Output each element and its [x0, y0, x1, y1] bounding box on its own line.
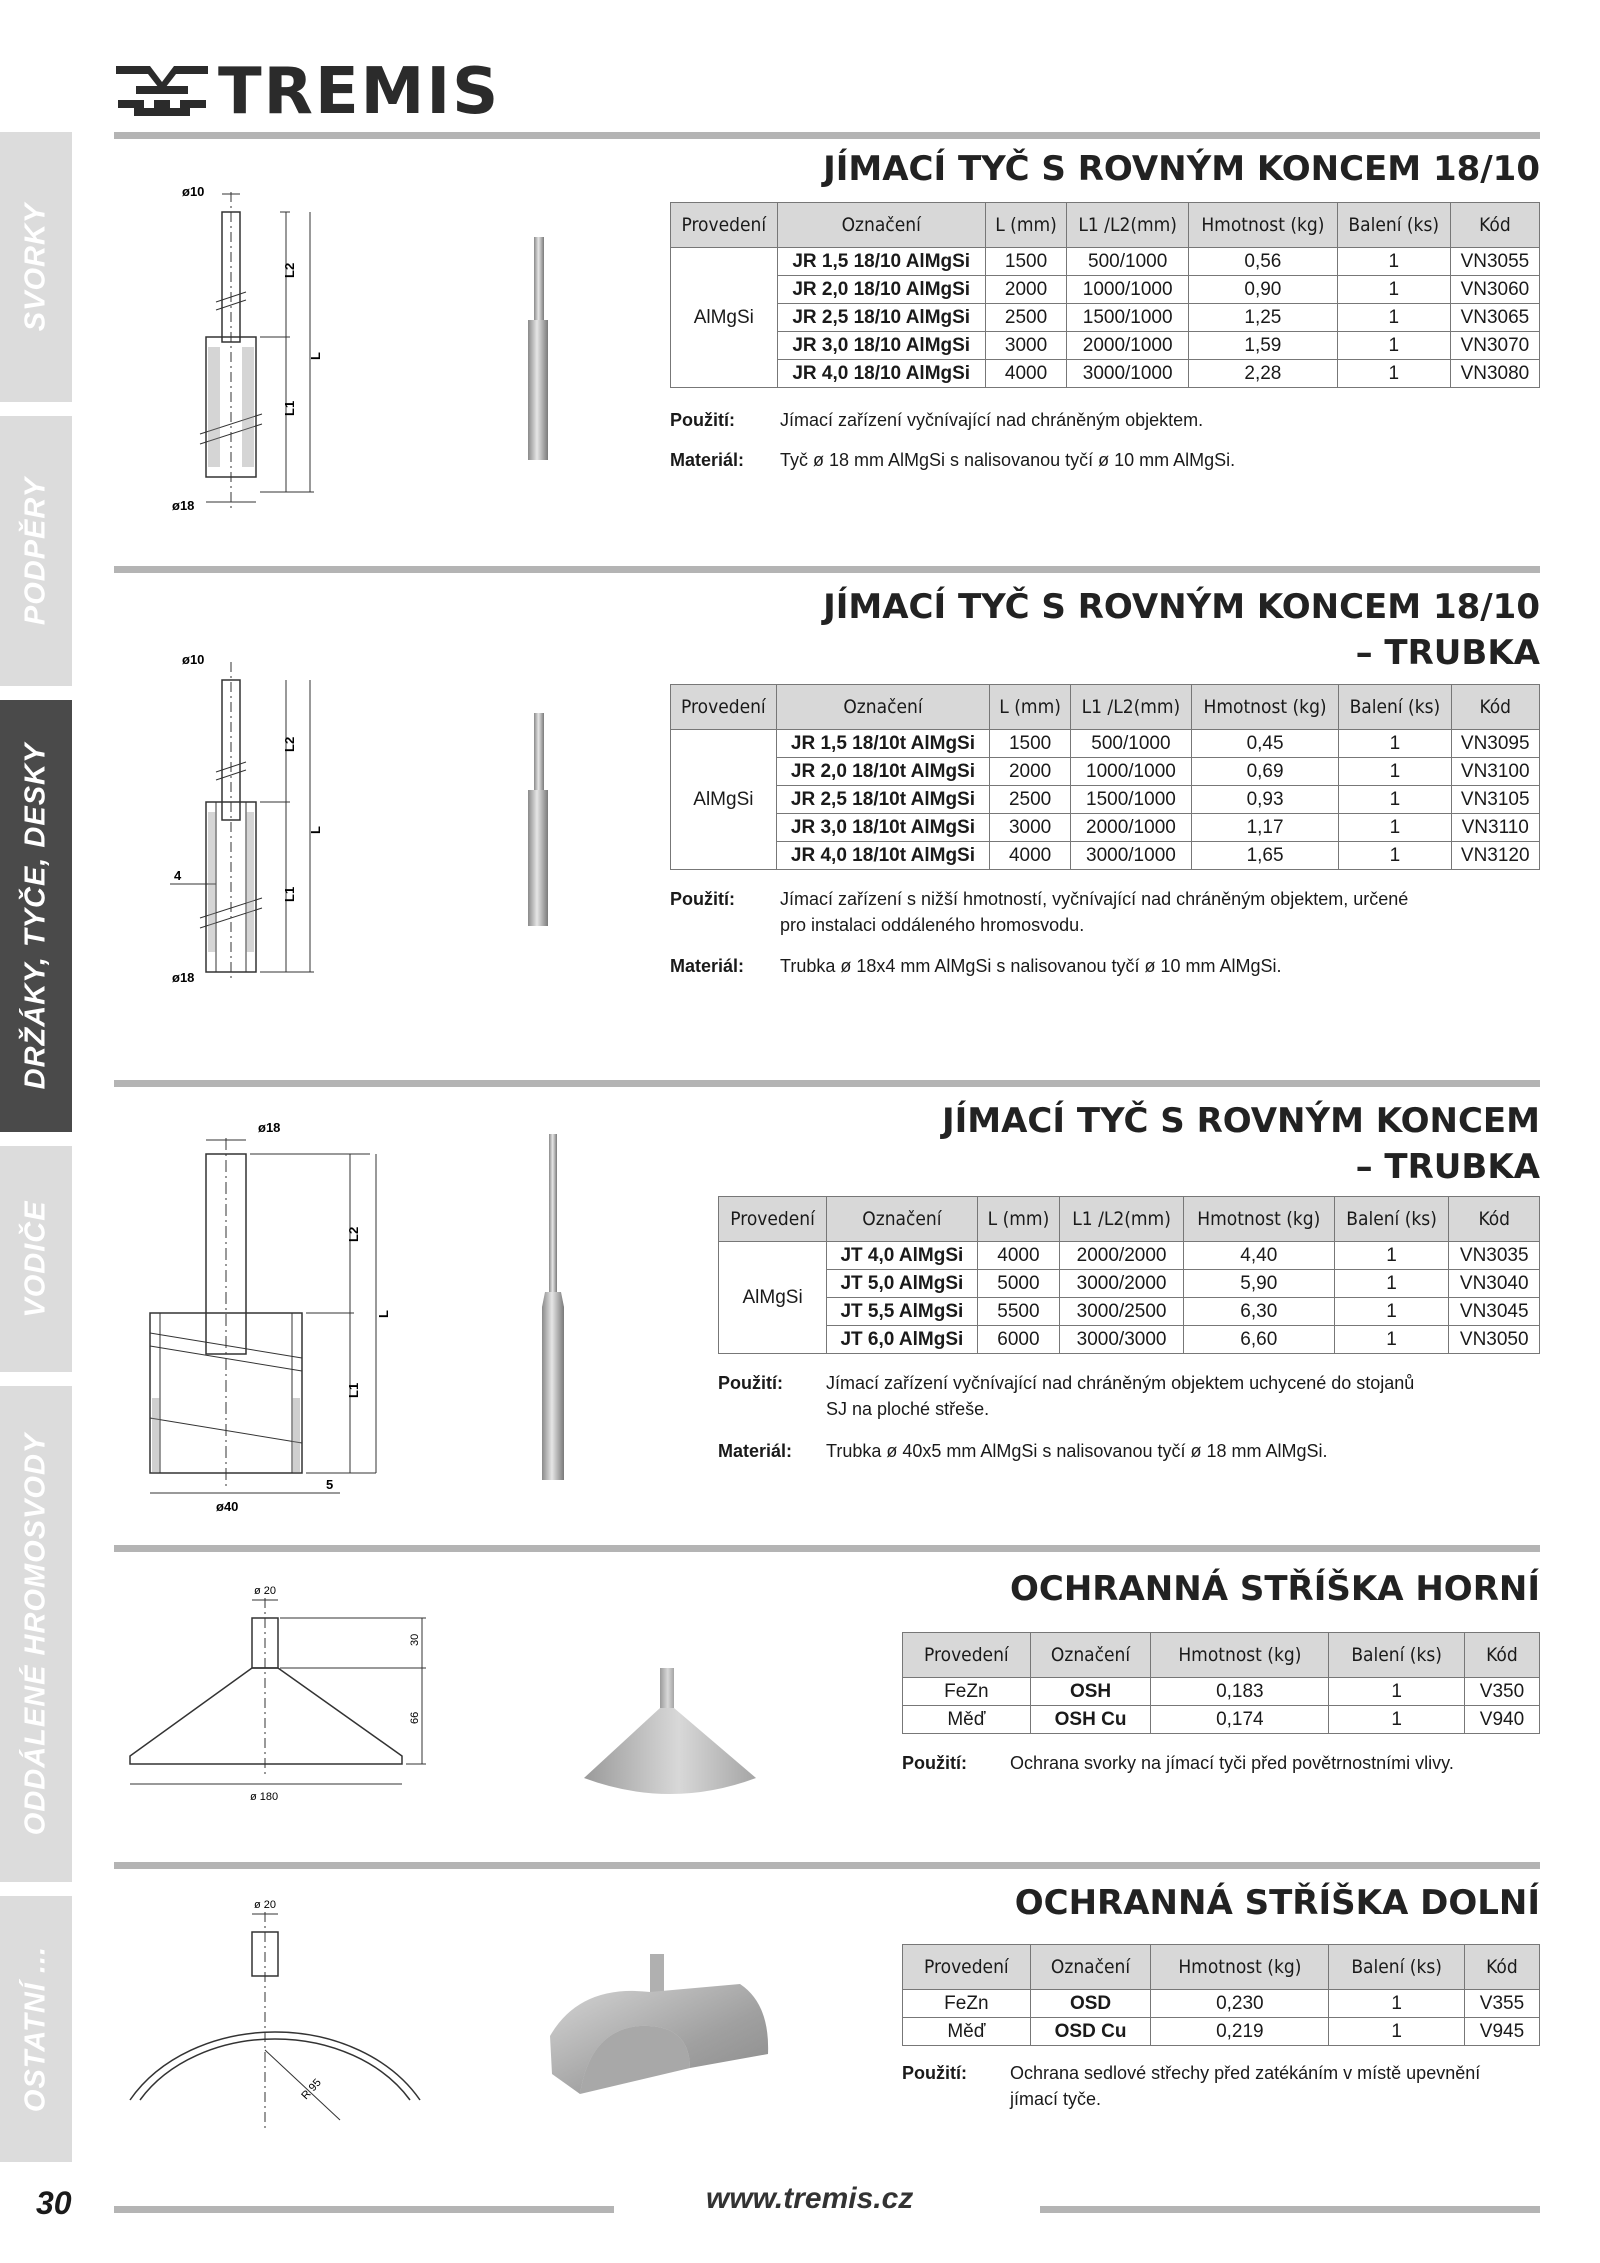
- title-line: JÍMACÍ TYČ S ROVNÝM KONCEM 18/10: [823, 587, 1540, 627]
- section-5-technical-drawing: [130, 1890, 450, 2140]
- col-kod: Kód: [1450, 203, 1539, 248]
- footer-rule-left: [114, 2206, 614, 2213]
- section-2-title: [823, 584, 1540, 676]
- col-hmotnost: Hmotnost (kg): [1183, 1197, 1334, 1242]
- drawing-label: L: [308, 826, 323, 834]
- section-1-title: JÍMACÍ TYČ S ROVNÝM KONCEM 18/10: [823, 149, 1540, 189]
- cell-oznaceni: JT 6,0 AlMgSi: [827, 1326, 977, 1354]
- cell-l1-l2: 3000/3000: [1060, 1326, 1184, 1354]
- provedeni-cell: AlMgSi: [719, 1242, 827, 1354]
- use-text: [1010, 2060, 1480, 2112]
- cell-baleni: 1: [1337, 248, 1450, 276]
- material-label: Materiál:: [670, 956, 745, 976]
- cell-provedeni: FeZn: [903, 1678, 1031, 1706]
- table-header-row: [719, 1197, 1540, 1242]
- cell-hmotnost: 1,25: [1189, 304, 1338, 332]
- drawing-label: L1: [346, 1382, 361, 1398]
- cell-baleni: 1: [1339, 814, 1451, 842]
- use-text: [826, 1370, 1414, 1422]
- section-5-use: [902, 2060, 1540, 2116]
- table-row: [671, 360, 1540, 388]
- cell-l: 1500: [985, 248, 1066, 276]
- side-tab-oddalene-hromosvody[interactable]: ODDÁLENÉ HROMOSVODY: [0, 1386, 72, 1882]
- drawing-label: 4: [174, 868, 182, 883]
- use-line: Jímací zařízení vyčnívající nad chráněným objektem uchycené do stojanů: [826, 1373, 1415, 1393]
- cell-baleni: 1: [1329, 2018, 1465, 2046]
- col-l1-l2: L1 /L2(mm): [1060, 1197, 1184, 1242]
- cell-kod: V350: [1464, 1678, 1539, 1706]
- col-l1-l2: L1 /L2(mm): [1070, 685, 1191, 730]
- section-4-use: [902, 1750, 1540, 1780]
- cell-l: 5500: [977, 1298, 1060, 1326]
- col-l1-l2: L1 /L2(mm): [1067, 203, 1189, 248]
- cell-kod: VN3060: [1450, 276, 1539, 304]
- side-tab-svorky[interactable]: SVORKY: [0, 132, 72, 402]
- footer-rule-right: [1040, 2206, 1540, 2213]
- drawing-label: 5: [326, 1477, 334, 1492]
- col-provedeni: Provedení: [719, 1197, 827, 1242]
- tremis-logo-icon: [114, 60, 210, 120]
- col-baleni: Balení (ks): [1339, 685, 1451, 730]
- cell-hmotnost: 0,174: [1151, 1706, 1329, 1734]
- drawing-label: ø40: [216, 1499, 239, 1514]
- cell-l1-l2: 1000/1000: [1067, 276, 1189, 304]
- material-text: Trubka ø 18x4 mm AlMgSi s nalisovanou tyčí ø 10 mm AlMgSi.: [780, 956, 1282, 976]
- cell-hmotnost: 4,40: [1183, 1242, 1334, 1270]
- cell-oznaceni: JT 5,5 AlMgSi: [827, 1298, 977, 1326]
- section-1-technical-drawing: [160, 182, 340, 522]
- website-link[interactable]: www.tremis.cz: [706, 2182, 914, 2215]
- side-tab-ostatni[interactable]: OSTATNÍ ...: [0, 1896, 72, 2162]
- cell-hmotnost: 0,69: [1191, 758, 1338, 786]
- cell-hmotnost: 0,230: [1151, 1990, 1329, 2018]
- cell-hmotnost: 2,28: [1189, 360, 1338, 388]
- section-3-title: [942, 1098, 1540, 1190]
- cell-provedeni: Měď: [903, 1706, 1031, 1734]
- cell-kod: VN3055: [1450, 248, 1539, 276]
- cell-l1-l2: 500/1000: [1070, 730, 1191, 758]
- cell-hmotnost: 0,219: [1151, 2018, 1329, 2046]
- cell-kod: VN3120: [1451, 842, 1540, 870]
- col-hmotnost: Hmotnost (kg): [1191, 685, 1338, 730]
- col-kod: Kód: [1449, 1197, 1540, 1242]
- section-2-rule: [114, 566, 1540, 573]
- drawing-label: ø 180: [250, 1791, 279, 1803]
- section-2-technical-drawing: [160, 652, 340, 992]
- section-2-material: [670, 953, 1540, 983]
- table-row: [903, 1706, 1540, 1734]
- cell-l1-l2: 2000/1000: [1070, 814, 1191, 842]
- cell-kod: VN3110: [1451, 814, 1540, 842]
- cell-oznaceni: JR 1,5 18/10t AlMgSi: [776, 730, 989, 758]
- cell-kod: VN3070: [1450, 332, 1539, 360]
- cell-l1-l2: 1500/1000: [1070, 786, 1191, 814]
- cell-hmotnost: 0,93: [1191, 786, 1338, 814]
- cell-baleni: 1: [1334, 1242, 1449, 1270]
- col-hmotnost: Hmotnost (kg): [1189, 203, 1338, 248]
- col-baleni: Balení (ks): [1337, 203, 1450, 248]
- cell-kod: VN3105: [1451, 786, 1540, 814]
- side-tab-drzaky-tyce-desky[interactable]: DRŽÁKY, TYČE, DESKY: [0, 700, 72, 1132]
- col-kod: Kód: [1451, 685, 1540, 730]
- section-2-product-photo: [498, 708, 578, 928]
- col-baleni: Balení (ks): [1329, 1945, 1465, 1990]
- page-number: 30: [36, 2185, 72, 2221]
- table-row: [719, 1298, 1540, 1326]
- use-line: Jímací zařízení s nižší hmotností, vyčnívající nad chráněným objektem, určené: [780, 889, 1409, 909]
- section-2-use: [670, 886, 1540, 942]
- title-line: JÍMACÍ TYČ S ROVNÝM KONCEM: [941, 1101, 1540, 1141]
- cell-l: 4000: [985, 360, 1066, 388]
- section-1-table: [670, 202, 1540, 388]
- drawing-label: L: [376, 1310, 391, 1318]
- use-line: Ochrana sedlové střechy před zatékáním v místě upevnění: [1010, 2063, 1481, 2083]
- section-3-table: [718, 1196, 1540, 1354]
- drawing-label: ø18: [172, 498, 195, 513]
- use-line: jímací tyče.: [1010, 2089, 1102, 2109]
- drawing-label: 30: [409, 1633, 421, 1646]
- table-row: [903, 2018, 1540, 2046]
- section-1-material: [670, 447, 1540, 477]
- table-header-row: [671, 685, 1540, 730]
- table-row: [671, 814, 1540, 842]
- col-provedeni: Provedení: [671, 685, 777, 730]
- cell-oznaceni: JR 2,5 18/10t AlMgSi: [776, 786, 989, 814]
- table-row: [719, 1242, 1540, 1270]
- use-line: SJ na ploché střeše.: [826, 1399, 990, 1419]
- section-4-table: [902, 1632, 1540, 1734]
- table-row: [671, 730, 1540, 758]
- cell-oznaceni: JT 4,0 AlMgSi: [827, 1242, 977, 1270]
- side-tab-vodice[interactable]: VODIČE: [0, 1146, 72, 1372]
- cell-l1-l2: 2000/2000: [1060, 1242, 1184, 1270]
- cell-kod: VN3065: [1450, 304, 1539, 332]
- header-rule: [114, 132, 1540, 139]
- cell-kod: VN3040: [1449, 1270, 1540, 1298]
- cell-oznaceni: JR 4,0 18/10 AlMgSi: [777, 360, 985, 388]
- table-row: [671, 248, 1540, 276]
- cell-oznaceni: JR 2,0 18/10 AlMgSi: [777, 276, 985, 304]
- col-l: L (mm): [985, 203, 1066, 248]
- material-label: Materiál:: [718, 1441, 793, 1461]
- cell-l: 2500: [985, 304, 1066, 332]
- cell-hmotnost: 0,183: [1151, 1678, 1329, 1706]
- drawing-label: R 95: [299, 2076, 324, 2103]
- use-text: Ochrana svorky na jímací tyči před povětrnostními vlivy.: [1010, 1753, 1454, 1773]
- brand-name: TREMIS: [218, 55, 501, 129]
- drawing-label: ø18: [172, 970, 195, 985]
- cell-l1-l2: 1000/1000: [1070, 758, 1191, 786]
- drawing-label: ø10: [182, 652, 205, 667]
- cell-hmotnost: 1,65: [1191, 842, 1338, 870]
- cell-kod: V940: [1464, 1706, 1539, 1734]
- cell-l: 3000: [985, 332, 1066, 360]
- cell-l1-l2: 3000/2000: [1060, 1270, 1184, 1298]
- section-5-title: OCHRANNÁ STŘÍŠKA DOLNÍ: [1014, 1883, 1540, 1923]
- cell-hmotnost: 1,17: [1191, 814, 1338, 842]
- col-oznaceni: Označení: [1030, 1633, 1151, 1678]
- title-line: – TRUBKA: [1355, 1147, 1540, 1187]
- col-l: L (mm): [990, 685, 1071, 730]
- cell-kod: VN3095: [1451, 730, 1540, 758]
- section-3-material: [718, 1438, 1540, 1468]
- section-5-rule: [114, 1862, 1540, 1869]
- cell-hmotnost: 6,60: [1183, 1326, 1334, 1354]
- col-l: L (mm): [977, 1197, 1060, 1242]
- table-row: [671, 786, 1540, 814]
- cell-l: 3000: [990, 814, 1071, 842]
- cell-baleni: 1: [1329, 1678, 1465, 1706]
- col-kod: Kód: [1464, 1945, 1539, 1990]
- use-label: Použití:: [670, 889, 735, 909]
- cell-oznaceni: OSD: [1030, 1990, 1151, 2018]
- col-provedeni: Provedení: [671, 203, 778, 248]
- cell-hmotnost: 0,56: [1189, 248, 1338, 276]
- cell-kod: V945: [1464, 2018, 1539, 2046]
- col-oznaceni: Označení: [1030, 1945, 1151, 1990]
- col-oznaceni: Označení: [777, 203, 985, 248]
- section-1-use: [670, 407, 1540, 437]
- drawing-label: 66: [409, 1711, 421, 1724]
- cell-oznaceni: JR 2,5 18/10 AlMgSi: [777, 304, 985, 332]
- cell-baleni: 1: [1337, 304, 1450, 332]
- drawing-label: ø 20: [254, 1585, 277, 1597]
- cell-baleni: 1: [1339, 786, 1451, 814]
- cell-l1-l2: 500/1000: [1067, 248, 1189, 276]
- cell-l1-l2: 2000/1000: [1067, 332, 1189, 360]
- cell-oznaceni: OSD Cu: [1030, 2018, 1151, 2046]
- cell-l: 2500: [990, 786, 1071, 814]
- col-provedeni: Provedení: [903, 1633, 1031, 1678]
- cell-l: 1500: [990, 730, 1071, 758]
- section-4-technical-drawing: [130, 1578, 440, 1818]
- cell-kod: VN3045: [1449, 1298, 1540, 1326]
- table-header-row: [903, 1633, 1540, 1678]
- section-5-product-photo: [540, 1944, 780, 2114]
- section-3-product-photo: [514, 1132, 594, 1482]
- col-oznaceni: Označení: [827, 1197, 977, 1242]
- cell-l1-l2: 3000/2500: [1060, 1298, 1184, 1326]
- col-oznaceni: Označení: [776, 685, 989, 730]
- cell-l: 6000: [977, 1326, 1060, 1354]
- cell-l: 4000: [990, 842, 1071, 870]
- table-row: [903, 1990, 1540, 2018]
- drawing-label: L2: [346, 1226, 361, 1242]
- table-row: [671, 332, 1540, 360]
- cell-kod: VN3100: [1451, 758, 1540, 786]
- col-baleni: Balení (ks): [1329, 1633, 1465, 1678]
- use-text: Jímací zařízení vyčnívající nad chráněným objektem.: [780, 410, 1204, 430]
- cell-l: 2000: [990, 758, 1071, 786]
- cell-baleni: 1: [1334, 1270, 1449, 1298]
- cell-l: 4000: [977, 1242, 1060, 1270]
- cell-oznaceni: JT 5,0 AlMgSi: [827, 1270, 977, 1298]
- table-header-row: [903, 1945, 1540, 1990]
- use-label: Použití:: [718, 1373, 783, 1393]
- drawing-label: ø 20: [254, 1899, 277, 1911]
- table-row: [671, 758, 1540, 786]
- use-text: [780, 886, 1408, 938]
- cell-baleni: 1: [1337, 332, 1450, 360]
- cell-hmotnost: 5,90: [1183, 1270, 1334, 1298]
- provedeni-cell: AlMgSi: [671, 730, 777, 870]
- cell-oznaceni: OSH: [1030, 1678, 1151, 1706]
- table-row: [671, 842, 1540, 870]
- cell-baleni: 1: [1334, 1298, 1449, 1326]
- col-baleni: Balení (ks): [1334, 1197, 1449, 1242]
- section-4-product-photo: [580, 1660, 760, 1810]
- use-line: pro instalaci oddáleného hromosvodu.: [780, 915, 1085, 935]
- cell-kod: V355: [1464, 1990, 1539, 2018]
- col-hmotnost: Hmotnost (kg): [1151, 1633, 1329, 1678]
- section-1-product-photo: [498, 232, 578, 462]
- cell-l1-l2: 1500/1000: [1067, 304, 1189, 332]
- cell-baleni: 1: [1339, 842, 1451, 870]
- table-row: [903, 1678, 1540, 1706]
- table-row: [671, 304, 1540, 332]
- cell-oznaceni: JR 1,5 18/10 AlMgSi: [777, 248, 985, 276]
- cell-baleni: 1: [1329, 1706, 1465, 1734]
- section-4-title: OCHRANNÁ STŘÍŠKA HORNÍ: [1009, 1569, 1540, 1609]
- table-header-row: [671, 203, 1540, 248]
- section-2-table: [670, 684, 1540, 870]
- drawing-label: ø18: [258, 1120, 281, 1135]
- side-tab-podpery[interactable]: PODPĚRY: [0, 416, 72, 686]
- table-row: [719, 1270, 1540, 1298]
- drawing-label: L2: [282, 736, 297, 752]
- cell-provedeni: Měď: [903, 2018, 1031, 2046]
- material-text: Trubka ø 40x5 mm AlMgSi s nalisovanou tyčí ø 18 mm AlMgSi.: [826, 1441, 1328, 1461]
- section-3-rule: [114, 1080, 1540, 1087]
- use-label: Použití:: [902, 2063, 967, 2083]
- cell-baleni: 1: [1334, 1326, 1449, 1354]
- use-label: Použití:: [670, 410, 735, 430]
- section-3-technical-drawing: [140, 1118, 391, 1518]
- col-kod: Kód: [1464, 1633, 1539, 1678]
- table-row: [719, 1326, 1540, 1354]
- cell-hmotnost: 1,59: [1189, 332, 1338, 360]
- drawing-label: L: [308, 352, 323, 360]
- material-text: Tyč ø 18 mm AlMgSi s nalisovanou tyčí ø 10 mm AlMgSi.: [780, 450, 1236, 470]
- drawing-label: L1: [282, 886, 297, 902]
- col-hmotnost: Hmotnost (kg): [1151, 1945, 1329, 1990]
- drawing-label: L2: [282, 262, 297, 278]
- cell-baleni: 1: [1337, 360, 1450, 388]
- cell-hmotnost: 6,30: [1183, 1298, 1334, 1326]
- cell-l: 5000: [977, 1270, 1060, 1298]
- cell-oznaceni: JR 3,0 18/10 AlMgSi: [777, 332, 985, 360]
- col-provedeni: Provedení: [903, 1945, 1031, 1990]
- cell-kod: VN3035: [1449, 1242, 1540, 1270]
- cell-oznaceni: JR 4,0 18/10t AlMgSi: [776, 842, 989, 870]
- cell-oznaceni: OSH Cu: [1030, 1706, 1151, 1734]
- provedeni-cell: AlMgSi: [671, 248, 778, 388]
- table-row: [671, 276, 1540, 304]
- cell-baleni: 1: [1339, 730, 1451, 758]
- section-5-table: [902, 1944, 1540, 2046]
- cell-oznaceni: JR 2,0 18/10t AlMgSi: [776, 758, 989, 786]
- cell-provedeni: FeZn: [903, 1990, 1031, 2018]
- cell-l1-l2: 3000/1000: [1067, 360, 1189, 388]
- cell-hmotnost: 0,90: [1189, 276, 1338, 304]
- cell-kod: VN3050: [1449, 1326, 1540, 1354]
- cell-baleni: 1: [1329, 1990, 1465, 2018]
- cell-l1-l2: 3000/1000: [1070, 842, 1191, 870]
- title-line: – TRUBKA: [1355, 633, 1540, 673]
- drawing-label: L1: [282, 400, 297, 416]
- drawing-label: ø10: [182, 184, 205, 199]
- cell-kod: VN3080: [1450, 360, 1539, 388]
- cell-l: 2000: [985, 276, 1066, 304]
- cell-oznaceni: JR 3,0 18/10t AlMgSi: [776, 814, 989, 842]
- cell-baleni: 1: [1339, 758, 1451, 786]
- cell-hmotnost: 0,45: [1191, 730, 1338, 758]
- material-label: Materiál:: [670, 450, 745, 470]
- section-3-use: [718, 1370, 1540, 1426]
- section-4-rule: [114, 1545, 1540, 1552]
- use-label: Použití:: [902, 1753, 967, 1773]
- cell-baleni: 1: [1337, 276, 1450, 304]
